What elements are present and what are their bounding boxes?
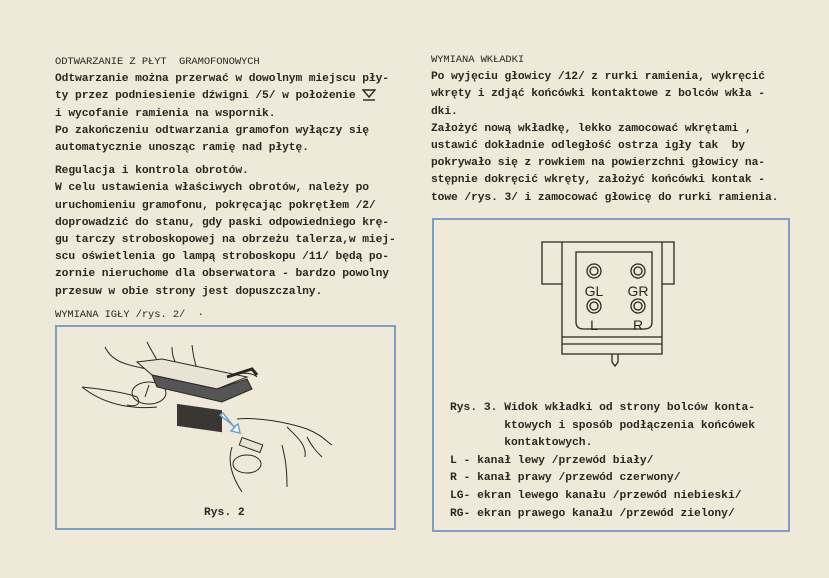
- text-line: scu oświetlenia go lampą stroboskopu /11/ będą po-: [55, 251, 389, 264]
- lift-position-icon: [362, 89, 376, 101]
- text-line: pokrywało się z rowkiem na powierzchni głowicy na-: [431, 157, 765, 170]
- figure-2-caption: Rys. 2: [204, 507, 245, 519]
- pin-label-r: R: [632, 317, 644, 333]
- legend-item: LG- ekran lewego kanału /przewód niebieski/: [450, 489, 742, 502]
- text-line: zornie nieruchome dla obserwatora - bardzo powolny: [55, 268, 389, 281]
- caption-line: ktowych i sposób podłączenia końcówek: [450, 419, 756, 432]
- pin-label-gl: GL: [584, 283, 604, 299]
- pin-label-gr: GR: [627, 283, 649, 299]
- text-span: ty przez podniesienie dźwigni /5/ w położenie: [55, 90, 356, 103]
- direction-arrow-icon: [220, 413, 240, 433]
- cartridge-pin-diagram: [534, 234, 704, 384]
- figure-2-needle-replacement: [55, 325, 396, 530]
- text-line: dki.: [431, 105, 458, 118]
- text-line: i wycofanie ramienia na wspornik.: [55, 107, 276, 120]
- text-line: Po wyjęciu głowicy /12/ z rurki ramienia, wykręcić: [431, 71, 765, 84]
- text-line: Po zakończeniu odtwarzania gramofon wyłączy się: [55, 124, 369, 137]
- text-line: Odtwarzanie można przerwać w dowolnym miejscu pły-: [55, 73, 389, 86]
- text-line: towe /rys. 3/ i zamocować głowicę do rurki ramienia.: [431, 191, 779, 204]
- text-line: doprowadzić do stanu, gdy paski odpowiedniego krę-: [55, 216, 389, 229]
- text-line: uruchomieniu gramofonu, pokręcając pokrętłem /2/: [55, 199, 376, 212]
- figure-3-cartridge-pins: [432, 218, 790, 532]
- text-line: gu tarczy stroboskopowej na obrzeżu talerza,w miej-: [55, 234, 396, 247]
- text-line: ustawić dokładnie odległość ostrza igły tak by: [431, 140, 745, 153]
- caption-line: kontaktowych.: [450, 437, 593, 450]
- legend-item: R - kanał prawy /przewód czerwony/: [450, 472, 681, 485]
- text-line: Założyć nową wkładkę, lekko zamocować wkrętami ,: [431, 122, 752, 135]
- legend-item: RG- ekran prawego kanału /przewód zielony/: [450, 507, 735, 520]
- figure-3-caption-legend: [450, 400, 755, 523]
- text-line: stępnie dokręcić wkręty, założyć końcówki kontak -: [431, 174, 765, 187]
- section-heading-needle: WYMIANA IGŁY /rys. 2/ ·: [55, 308, 204, 321]
- section-heading-playback: ODTWARZANIE Z PŁYT GRAMOFONOWYCH: [55, 56, 260, 68]
- section-heading-cartridge: WYMIANA WKŁADKI: [431, 54, 525, 66]
- pin-label-l: L: [590, 317, 598, 333]
- text-line: automatycznie unosząc ramię nad płytę.: [55, 142, 309, 155]
- legend-item: L - kanał lewy /przewód biały/: [450, 454, 654, 467]
- left-column: [55, 54, 396, 324]
- section-heading-speed: Regulacja i kontrola obrotów.: [55, 165, 249, 178]
- text-line: W celu ustawienia właściwych obrotów, należy po: [55, 182, 369, 195]
- right-column: [431, 52, 778, 207]
- text-line: wkręty i zdjąć końcówki kontaktowe z bolców wkła -: [431, 88, 765, 101]
- text-line: [55, 88, 396, 105]
- text-line: przesuw w obie strony jest dopuszczalny.: [55, 285, 323, 298]
- needle-replacement-illustration: [57, 327, 394, 502]
- caption-line: Rys. 3. Widok wkładki od strony bolców konta-: [450, 402, 756, 414]
